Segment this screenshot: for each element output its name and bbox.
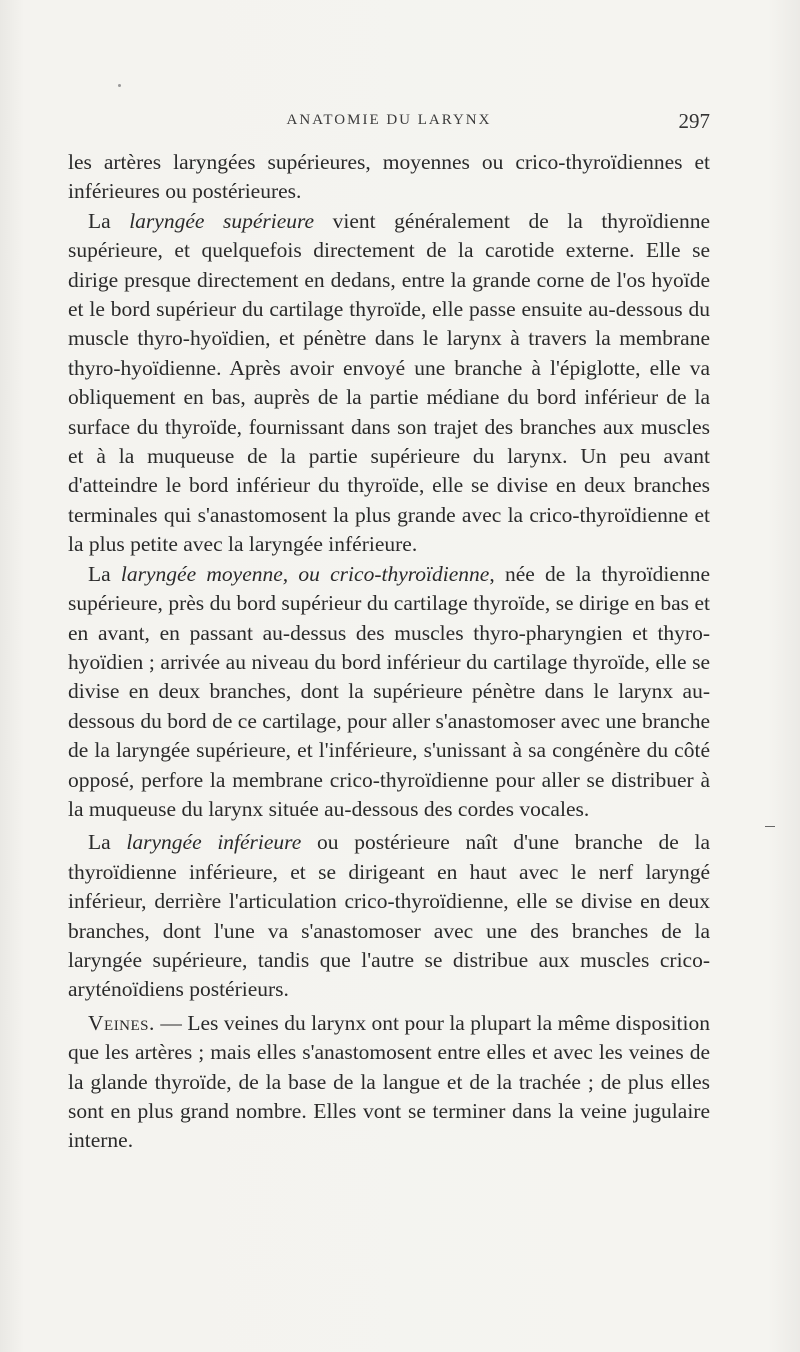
text-run: La [88,208,130,233]
section-heading: Veines. [88,1010,155,1035]
text-run: La [88,830,127,855]
italic-term: laryngée inférieure [126,830,302,855]
text-run: les artères laryngées supérieures, moyennes ou crico-thyroïdiennes et inférieures ou postérieures. [68,150,710,204]
italic-term: laryngée moyenne, ou crico-thyroïdienne [120,561,490,586]
paragraph-laryngee-superieure [68,207,710,560]
text-run: La [88,561,121,586]
paragraph-laryngee-moyenne [68,560,710,825]
page-header [68,109,710,136]
text-run: — Les veines du larynx ont pour la plupart la même disposition que les artères ; mais elles s'anastomosent entre elles et avec les veines de la glande thyroïde, de la base de la langue et de la trachée ; de plus elles sont en plus grand nombre. Elles vont se terminer dans la veine jugulaire interne. [68,1010,710,1153]
margin-mark [765,826,775,827]
print-speck [118,84,121,87]
page-body [68,148,710,1156]
paragraph-veines [68,1009,710,1156]
text-run: vient généralement de la thyroïdienne supérieure, et quelquefois directement de la carotide externe. Elle se dirige presque directement en dedans, entre la grande corne de l'os hyoïde et le bord supérieur du cartilage thyroïde, elle passe ensuite au-dessous du muscle thyro-hyoïdien, et pénètre dans le larynx à travers la membrane thyro-hyoïdienne. Après avoir envoyé une branche à l'épiglotte, elle va obliquement en bas, auprès de la partie médiane du bord inférieur de la surface du thyroïde, fournissant dans son trajet des branches aux muscles et à la muqueuse de la partie supérieure du larynx. Un peu avant d'atteindre le bord inférieur du thyroïde, elle se divise en deux branches terminales qui s'anastomosent la plus grande avec la crico-thyroïdienne et la plus petite avec la laryngée inférieure. [68,208,710,557]
paragraph-arteries-intro [68,148,710,207]
text-run: ou postérieure naît d'une branche de la thyroïdienne inférieure, et se dirigeant en haut avec le nerf laryngé inférieur, derrière l'articulation crico-thyroïdienne, elle se divise en deux branches, dont l'une va s'anastomoser avec une des branches de la laryngée supérieure, tandis que l'autre se distribue aux muscles crico-aryténoïdiens postérieurs. [68,830,711,1002]
running-title: ANATOMIE DU LARYNX [286,112,492,128]
page-number: 297 [678,109,710,133]
paragraph-laryngee-inferieure [68,828,710,1004]
italic-term: laryngée supérieure [129,208,315,233]
text-run: , née de la thyroïdienne supérieure, près du bord supérieur du cartilage thyroïde, se dirige en bas et en avant, en passant au-dessus des muscles thyro-pharyngien et thyro-hyoïdien ; arrivée au niveau du bord inférieur du cartilage thyroïde, elle se divise en deux branches, dont la supérieure pénètre dans le larynx au-dessous du bord de ce cartilage, pour aller s'anastomoser avec une branche de la laryngée supérieure, et l'inférieure, s'unissant à sa congénère du côté opposé, perfore la membrane crico-thyroïdienne pour aller se distribuer à la muqueuse du larynx située au-dessous des cordes vocales. [68,561,710,821]
